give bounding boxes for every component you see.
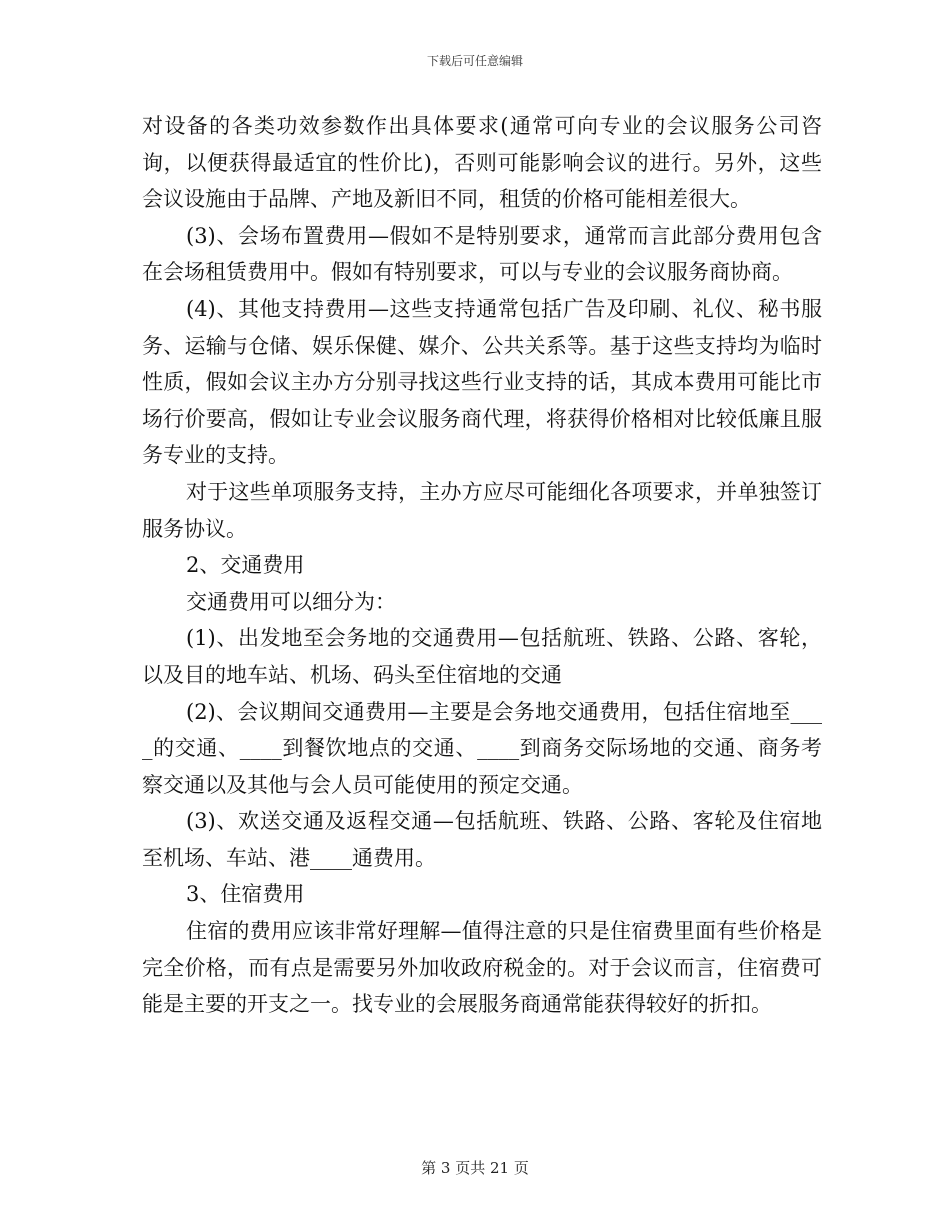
document-body: [142, 108, 822, 1023]
paragraph-accommodation: 住宿的费用应该非常好理解—值得注意的只是住宿费里面有些价格是完全价格，而有点是需要另外加收政府税金的。对于会议而言，住宿费可能是主要的开支之一。找专业的会展服务商通常能获得较好的折扣。: [142, 919, 822, 1017]
paragraph-equipment-requirements: 对设备的各类功效参数作出具体要求(通常可向专业的会议服务公司咨询，以便获得最适宜的性价比)，否则可能影响会议的进行。另外，这些会议设施由于品牌、产地及新旧不同，租赁的价格可能相差很大。: [142, 114, 822, 212]
section-heading-accommodation: 3、住宿费用: [186, 882, 305, 907]
section-heading-transport: 2、交通费用: [186, 553, 305, 578]
paragraph-transport-return: (3)、欢送交通及返程交通—包括航班、铁路、公路、客轮及住宿地至机场、车站、港____通费用。: [142, 809, 822, 870]
paragraph-transport-intro: 交通费用可以细分为：: [186, 589, 396, 614]
paragraph-venue-layout-cost: (3)、会场布置费用—假如不是特别要求，通常而言此部分费用包含在会场租赁费用中。假如有特别要求，可以与专业的会议服务商协商。: [142, 223, 822, 285]
paragraph-transport-during-meeting: (2)、会议期间交通费用—主要是会务地交通费用，包括住宿地至____的交通、____到餐饮地点的交通、____到商务交际场地的交通、商务考察交通以及其他与会人员可能使用的预定交通。: [142, 699, 822, 797]
paragraph-other-support-cost: (4)、其他支持费用—这些支持通常包括广告及印刷、礼仪、秘书服务、运输与仓储、娱乐保健、媒介、公共关系等。基于这些支持均为临时性质，假如会议主办方分别寻找这些行业支持的话，其成本费用可能比市场行价要高，假如让专业会议服务商代理，将获得价格相对比较低廉且服务专业的支持。: [142, 296, 822, 468]
page-footer: 第 3 页共 21 页: [421, 1159, 529, 1177]
paragraph-transport-arrival: (1)、出发地至会务地的交通费用—包括航班、铁路、公路、客轮，以及目的地车站、机场、码头至住宿地的交通: [142, 626, 822, 687]
page-header: 下载后可任意编辑: [426, 54, 523, 68]
paragraph-service-agreement: 对于这些单项服务支持，主办方应尽可能细化各项要求，并单独签订服务协议。: [142, 479, 822, 541]
